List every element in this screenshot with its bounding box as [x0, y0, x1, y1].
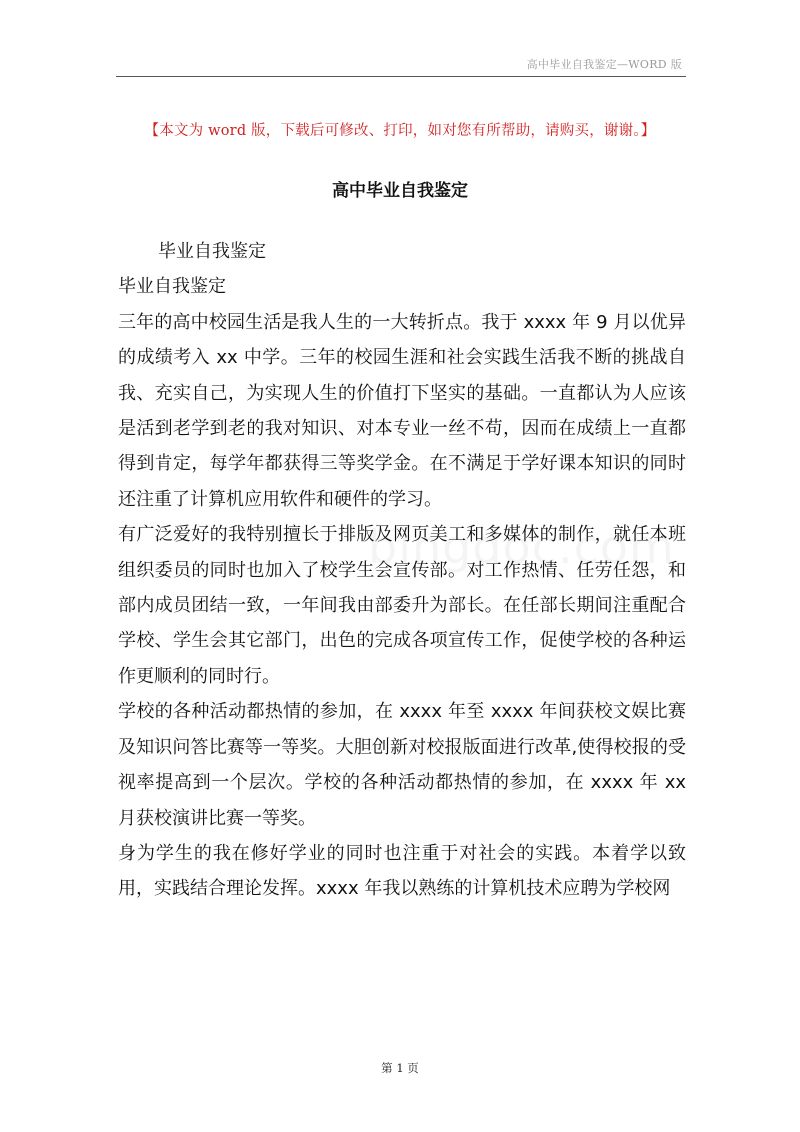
body-paragraph: 身为学生的我在修好学业的同时也注重于对社会的实践。本着学以致用，实践结合理论发挥。xxxx 年我以熟练的计算机技术应聘为学校网 [118, 842, 686, 900]
subheading-paragraph: 毕业自我鉴定 [158, 241, 266, 262]
download-notice: 【本文为 word 版，下载后可修改、打印，如对您有所帮助，请购买，谢谢。】 [144, 123, 656, 139]
page-header [116, 54, 686, 77]
running-title: 高中毕业自我鉴定—WORD 版 [526, 58, 682, 71]
document-title: 高中毕业自我鉴定 [332, 181, 468, 201]
body-paragraph: 有广泛爱好的我特别擅长于排版及网页美工和多媒体的制作，就任本班组织委员的同时也加入了校学生会宣传部。对工作热情、任劳任怨，和部内成员团结一致，一年间我由部委升为部长。在任部长期间注重配合学校、学生会其它部门，出色的完成各项宣传工作，促使学校的各种运作更顺利的同时行。 [118, 524, 686, 687]
subheading-paragraph-2: 毕业自我鉴定 [118, 276, 226, 298]
body-paragraph: 三年的高中校园生活是我人生的一大转折点。我于 xxxx 年 9 月以优异的成绩考入 xx 中学。三年的校园生涯和社会实践生活我不断的挑战自我、充实自己，为实现人生的价值打下坚实的基础。一直都认为人应该是活到老学到老的我对知识、对本专业一丝不苟，因而在成绩上一直都得到肯定，每学年都获得三等奖学金。在不满足于学好课本知识的同时还注重了计算机应用软件和硬件的学习。 [118, 311, 686, 510]
body-paragraph: 学校的各种活动都热情的参加，在 xxxx 年至 xxxx 年间获校文娱比赛及知识问答比赛等一等奖。大胆创新对校报版面进行改革,使得校报的受视率提高到一个层次。学校的各种活动都热情的参加，在 xxxx 年 xx 月获校演讲比赛一等奖。 [118, 701, 686, 829]
document-body [118, 234, 686, 907]
page-number: 第 1 页 [381, 1061, 419, 1075]
